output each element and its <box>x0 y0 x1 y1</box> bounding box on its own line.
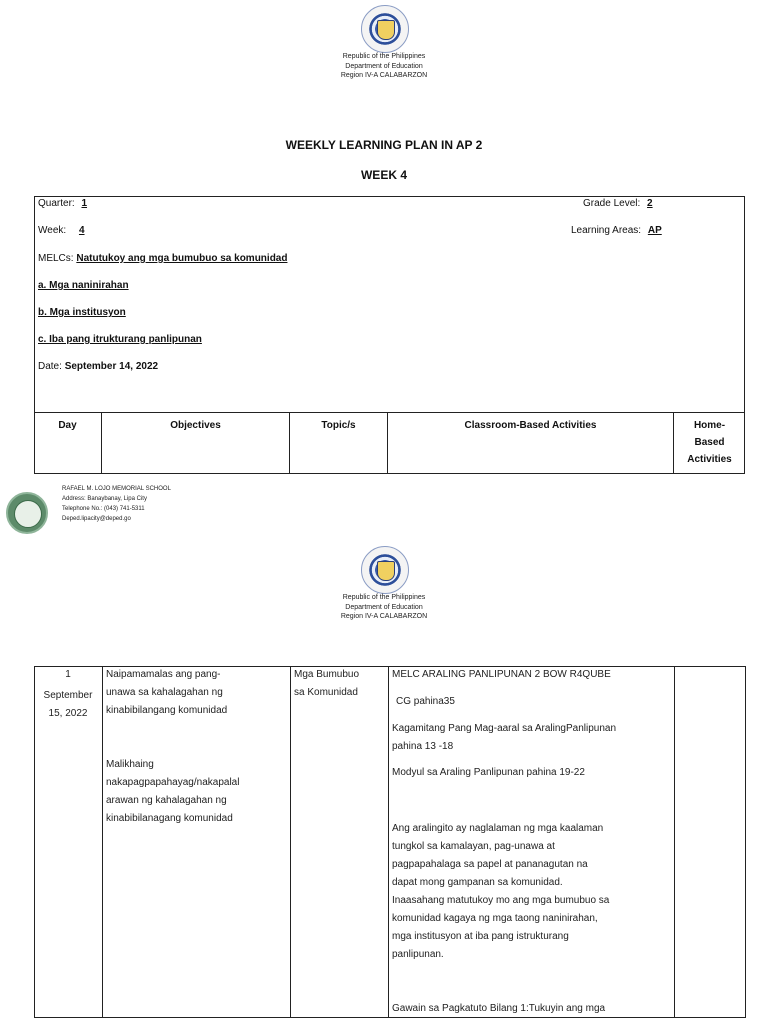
school-phone: Telephone No.: (043) 741-5311 <box>62 506 145 512</box>
objective-2 <box>106 756 291 828</box>
header-classroom-activities: Classroom-Based Activities <box>388 412 674 474</box>
letterhead-2 <box>0 593 768 622</box>
header-objectives: Objectives <box>102 412 290 474</box>
paragraph-line: Inaasahang matutukoy mo ang mga bumubuo sa <box>392 895 610 906</box>
school-address: Address: Banaybanay, Lipa City <box>62 496 147 502</box>
department-text: Department of Education <box>345 603 423 611</box>
topic-text <box>294 666 388 702</box>
paragraph-line: mga institusyon at iba pang istrukturang <box>392 931 569 942</box>
paragraph-line: tungkol sa kamalayan, pag-unawa at <box>392 841 555 852</box>
department-text: Department of Education <box>345 62 423 70</box>
republic-text: Republic of the Philippines <box>342 594 426 601</box>
table-header-row <box>34 412 745 474</box>
republic-text: Republic of the Philippines <box>342 53 426 60</box>
topic-cell <box>291 667 389 1017</box>
activity-melc: MELC ARALING PANLIPUNAN 2 BOW R4QUBE <box>392 669 611 680</box>
paragraph-line: dapat mong gampanan sa komunidad. <box>392 877 563 888</box>
objective-2-line: kinabibilanagang komunidad <box>106 813 233 824</box>
activity-modyul: Modyul sa Araling Panlipunan pahina 19-22 <box>392 767 585 778</box>
activity-gawain: Gawain sa Pagkatuto Bilang 1:Tukuyin ang mga <box>392 1003 606 1014</box>
week-field: Week: 4 <box>38 225 85 236</box>
date-field: Date: September 14, 2022 <box>38 361 159 372</box>
activity-kagamitan: Kagamitang Pang Mag-aaral sa AralingPanlipunan pahina 13 -18 <box>392 723 617 752</box>
school-logo <box>6 492 48 534</box>
objective-1 <box>106 666 291 720</box>
objective-1-line: unawa sa kahalagahan ng <box>106 687 223 698</box>
page-title: WEEKLY LEARNING PLAN IN AP 2 <box>285 138 483 152</box>
school-email: Deped.lipacity@deped.go <box>62 516 131 522</box>
week-title: WEEK 4 <box>360 168 407 182</box>
school-info <box>62 484 171 524</box>
objective-1-line: kinabibilangang komunidad <box>106 705 228 716</box>
activity-paragraph <box>392 820 668 964</box>
objective-2-line: Malikhaing <box>106 759 154 770</box>
objective-1-line: Naipamamalas ang pang- <box>106 669 221 680</box>
melc-item-a: a. Mga naninirahan <box>38 280 129 291</box>
melc-item-c: c. Iba pang itrukturang panlipunan <box>38 334 202 345</box>
deped-seal-logo-2 <box>361 546 409 594</box>
topic-line: sa Komunidad <box>294 687 358 698</box>
region-text: Region IV-A CALABARZON <box>340 72 428 79</box>
header-home-activities: Home- Based Activities <box>674 412 745 474</box>
deped-seal-logo <box>361 5 409 53</box>
melc-field: MELCs: Natutukoy ang mga bumubuo sa komunidad <box>38 253 288 264</box>
header-topics: Topic/s <box>290 412 388 474</box>
header-day: Day <box>34 412 102 474</box>
grade-level-field: Grade Level: 2 <box>583 198 653 209</box>
paragraph-line: pagpapahalaga sa papel at pananagutan na <box>392 859 588 870</box>
objective-2-line: arawan ng kahalagahan ng <box>106 795 227 806</box>
objective-2-line: nakapagpapahayag/nakapalal <box>106 777 240 788</box>
region-text: Region IV-A CALABARZON <box>340 613 428 620</box>
melc-item-b: b. Mga institusyon <box>38 307 126 318</box>
letterhead <box>0 52 768 81</box>
paragraph-line: panlipunan. <box>392 949 444 960</box>
quarter-field: Quarter: 1 <box>38 198 88 209</box>
paragraph-line: komunidad kagaya ng mga taong naninirahan, <box>392 913 598 924</box>
school-name: RAFAEL M. LOJO MEMORIAL SCHOOL <box>62 486 171 492</box>
topic-line: Mga Bumubuo <box>294 669 360 680</box>
paragraph-line: Ang aralingito ay naglalaman ng mga kaalaman <box>392 823 604 834</box>
day-text: 1 September 15, 2022 <box>43 669 93 719</box>
activity-cg: CG pahina35 <box>396 696 455 707</box>
learning-areas-field: Learning Areas: AP <box>571 225 662 236</box>
